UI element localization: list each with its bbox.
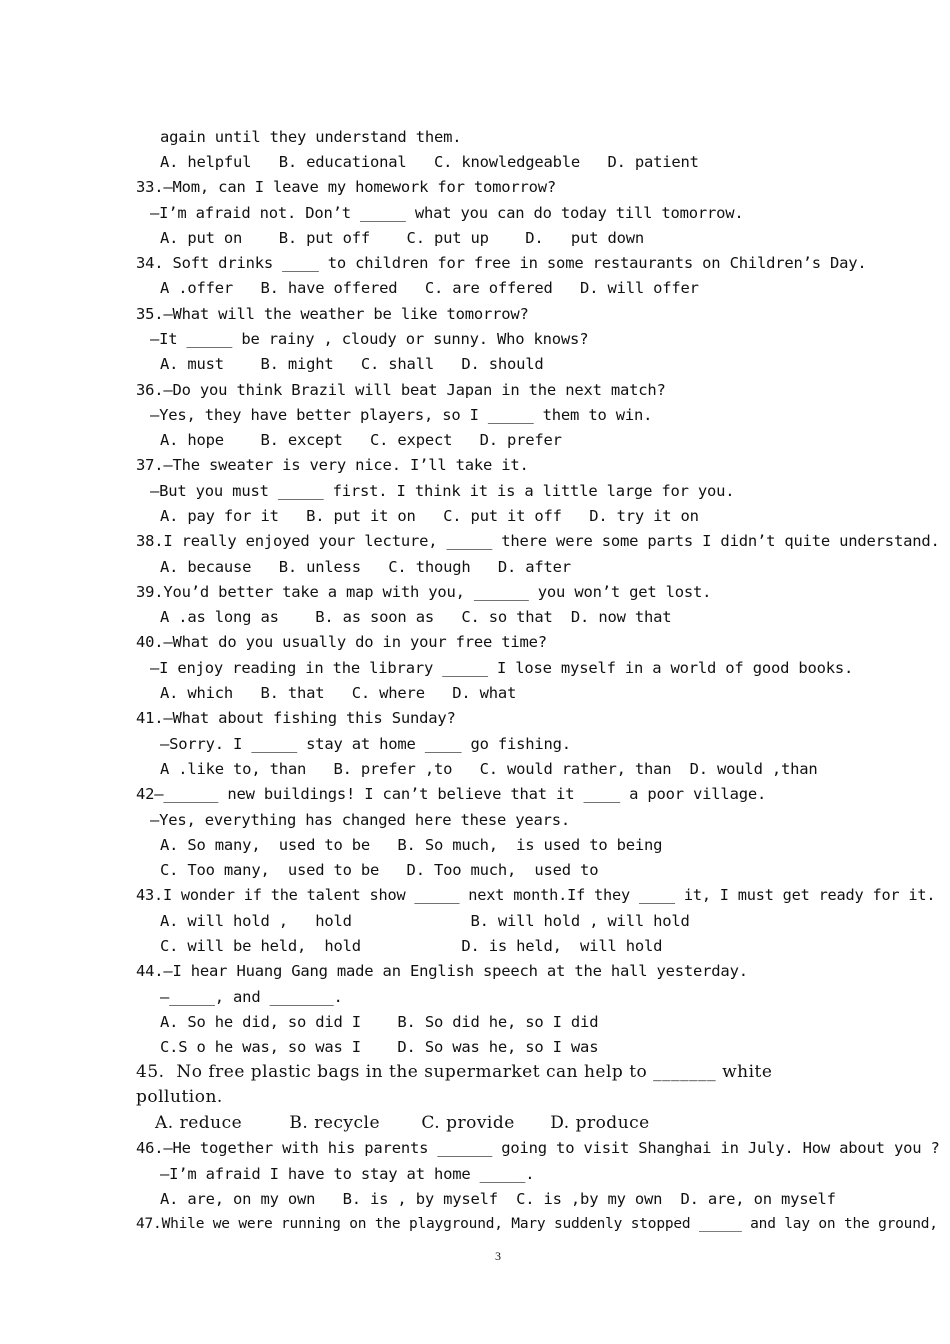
answer-options: A. which B. that C. where D. what bbox=[160, 684, 517, 702]
text-line: —I enjoy reading in the library _____ I lose myself in a world of good books. bbox=[150, 659, 854, 677]
question-45: 45. No free plastic bags in the supermarket can help to _______ white bbox=[136, 1062, 773, 1082]
answer-options: A. reduce B. recycle C. provide D. produce bbox=[155, 1113, 650, 1133]
question-37: 37.—The sweater is very nice. I’ll take it. bbox=[136, 456, 529, 474]
question-36: 36.—Do you think Brazil will beat Japan in the next match? bbox=[136, 381, 666, 399]
text-line: —Yes, they have better players, so I _____ them to win. bbox=[150, 406, 653, 424]
answer-options: A. So many, used to be B. So much, is used to being bbox=[160, 836, 663, 854]
page-number: 3 bbox=[495, 1249, 501, 1263]
text-line: —It _____ be rainy , cloudy or sunny. Who knows? bbox=[150, 330, 589, 348]
answer-options: C.S o he was, so was I D. So was he, so I was bbox=[160, 1038, 599, 1056]
answer-options: A. will hold , hold B. will hold , will hold bbox=[160, 912, 690, 930]
answer-options: A. So he did, so did I B. So did he, so I did bbox=[160, 1013, 599, 1031]
answer-options: A. put on B. put off C. put up D. put down bbox=[160, 229, 644, 247]
text-line: —But you must _____ first. I think it is a little large for you. bbox=[150, 482, 735, 500]
question-33: 33.—Mom, can I leave my homework for tomorrow? bbox=[136, 178, 557, 196]
question-43: 43.I wonder if the talent show _____ next month.If they ____ it, I must get ready for it. bbox=[136, 886, 936, 904]
answer-options: A. because B. unless C. though D. after bbox=[160, 558, 571, 576]
question-44: 44.—I hear Huang Gang made an English speech at the hall yesterday. bbox=[136, 962, 748, 980]
text-line: —I’m afraid I have to stay at home _____. bbox=[160, 1165, 535, 1183]
answer-options: A. are, on my own B. is , by myself C. is ,by my own D. are, on myself bbox=[160, 1190, 836, 1208]
answer-options: C. Too many, used to be D. Too much, used to bbox=[160, 861, 599, 879]
question-46: 46.—He together with his parents ______ going to visit Shanghai in July. How about you ? bbox=[136, 1139, 940, 1157]
question-38: 38.I really enjoyed your lecture, _____ there were some parts I didn’t quite understand. bbox=[136, 532, 940, 550]
answer-options: A .as long as B. as soon as C. so that D. now that bbox=[160, 608, 672, 626]
text-line: —I’m afraid not. Don’t _____ what you can do today till tomorrow. bbox=[150, 204, 744, 222]
question-41: 41.—What about fishing this Sunday? bbox=[136, 709, 456, 727]
answer-options: A. helpful B. educational C. knowledgeable D. patient bbox=[160, 153, 699, 171]
question-35: 35.—What will the weather be like tomorrow? bbox=[136, 305, 529, 323]
text-line: —Sorry. I _____ stay at home ____ go fishing. bbox=[160, 735, 571, 753]
question-42: 42—______ new buildings! I can’t believe that it ____ a poor village. bbox=[136, 785, 767, 803]
question-47: 47.While we were running on the playground, Mary suddenly stopped _____ and lay on the ground, bbox=[136, 1216, 938, 1232]
question-34: 34. Soft drinks ____ to children for free in some restaurants on Children’s Day. bbox=[136, 254, 867, 272]
answer-options: A .like to, than B. prefer ,to C. would rather, than D. would ,than bbox=[160, 760, 818, 778]
answer-options: C. will be held, hold D. is held, will hold bbox=[160, 937, 663, 955]
answer-options: A. pay for it B. put it on C. put it off D. try it on bbox=[160, 507, 699, 525]
answer-options: A. must B. might C. shall D. should bbox=[160, 355, 544, 373]
text-line: —Yes, everything has changed here these years. bbox=[150, 811, 571, 829]
answer-options: A .offer B. have offered C. are offered D. will offer bbox=[160, 279, 699, 297]
text-line: again until they understand them. bbox=[160, 128, 462, 146]
answer-options: A. hope B. except C. expect D. prefer bbox=[160, 431, 562, 449]
question-39: 39.You’d better take a map with you, ______ you won’t get lost. bbox=[136, 583, 712, 601]
text-line: —_____, and _______. bbox=[160, 988, 343, 1006]
question-40: 40.—What do you usually do in your free time? bbox=[136, 633, 547, 651]
text-line: pollution. bbox=[136, 1087, 223, 1107]
